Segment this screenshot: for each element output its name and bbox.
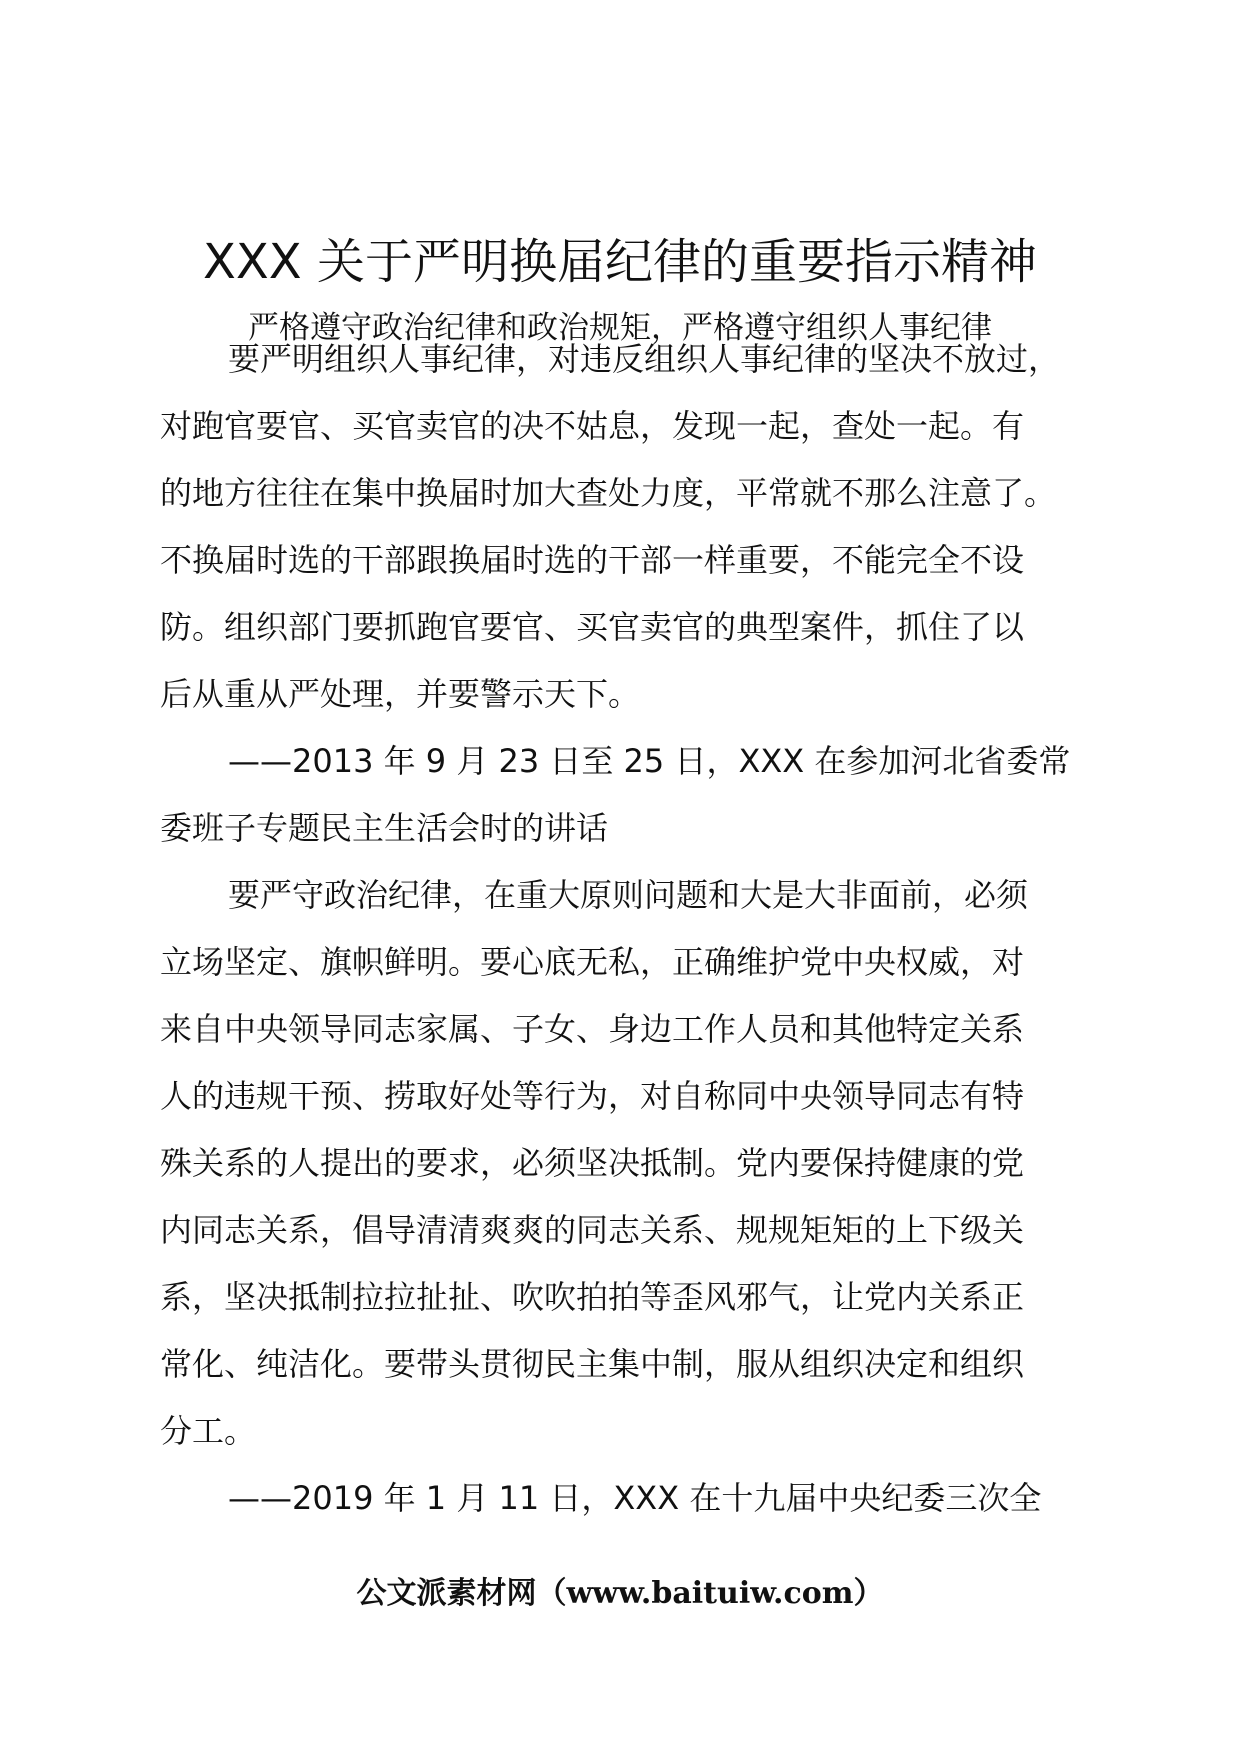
document-body — [160, 326, 1090, 1532]
paragraph-line: 立场坚定、旗帜鲜明。要心底无私，正确维护党中央权威，对 — [160, 943, 1025, 981]
paragraph-line: 内同志关系，倡导清清爽爽的同志关系、规规矩矩的上下级关 — [160, 1211, 1025, 1249]
paragraph-line: 来自中央领导同志家属、子女、身边工作人员和其他特定关系 — [160, 1010, 1025, 1048]
paragraph-line: 要严守政治纪律，在重大原则问题和大是大非面前，必须 — [228, 876, 1029, 914]
document-subtitle: 严格遵守政治纪律和政治规矩，严格遵守组织人事纪律 — [248, 310, 992, 346]
paragraph-line: 系，坚决抵制拉拉扯扯、吹吹拍拍等歪风邪气，让党内关系正 — [160, 1278, 1025, 1316]
paragraph-line: 分工。 — [160, 1412, 257, 1450]
citation-line: 委班子专题民主生活会时的讲话 — [160, 809, 609, 847]
paragraph-line: 殊关系的人提出的要求，必须坚决抵制。党内要保持健康的党 — [160, 1144, 1025, 1182]
citation-line: ——2019 年 1 月 11 日，XXX 在十九届中央纪委三次全 — [228, 1479, 1042, 1517]
site-watermark: 公文派素材网（www.baituiw.com） — [356, 1576, 884, 1611]
paragraph-line: 的地方往往在集中换届时加大查处力度，平常就不那么注意了。 — [160, 474, 1057, 512]
paragraph-line: 人的违规干预、捞取好处等行为，对自称同中央领导同志有特 — [160, 1077, 1025, 1115]
document-title: XXX 关于严明换届纪律的重要指示精神 — [203, 234, 1037, 290]
paragraph-line: 对跑官要官、买官卖官的决不姑息，发现一起，查处一起。有 — [160, 407, 1025, 445]
paragraph-line: 防。组织部门要抓跑官要官、买官卖官的典型案件，抓住了以 — [160, 608, 1025, 646]
paragraph-line: 不换届时选的干部跟换届时选的干部一样重要，不能完全不设 — [160, 541, 1025, 579]
paragraph-line: 要严明组织人事纪律，对违反组织人事纪律的坚决不放过， — [228, 340, 1061, 378]
paragraph-line: 后从重从严处理，并要警示天下。 — [160, 675, 641, 713]
paragraph-line: 常化、纯洁化。要带头贯彻民主集中制，服从组织决定和组织 — [160, 1345, 1025, 1383]
citation-line: ——2013 年 9 月 23 日至 25 日，XXX 在参加河北省委常 — [228, 742, 1071, 780]
